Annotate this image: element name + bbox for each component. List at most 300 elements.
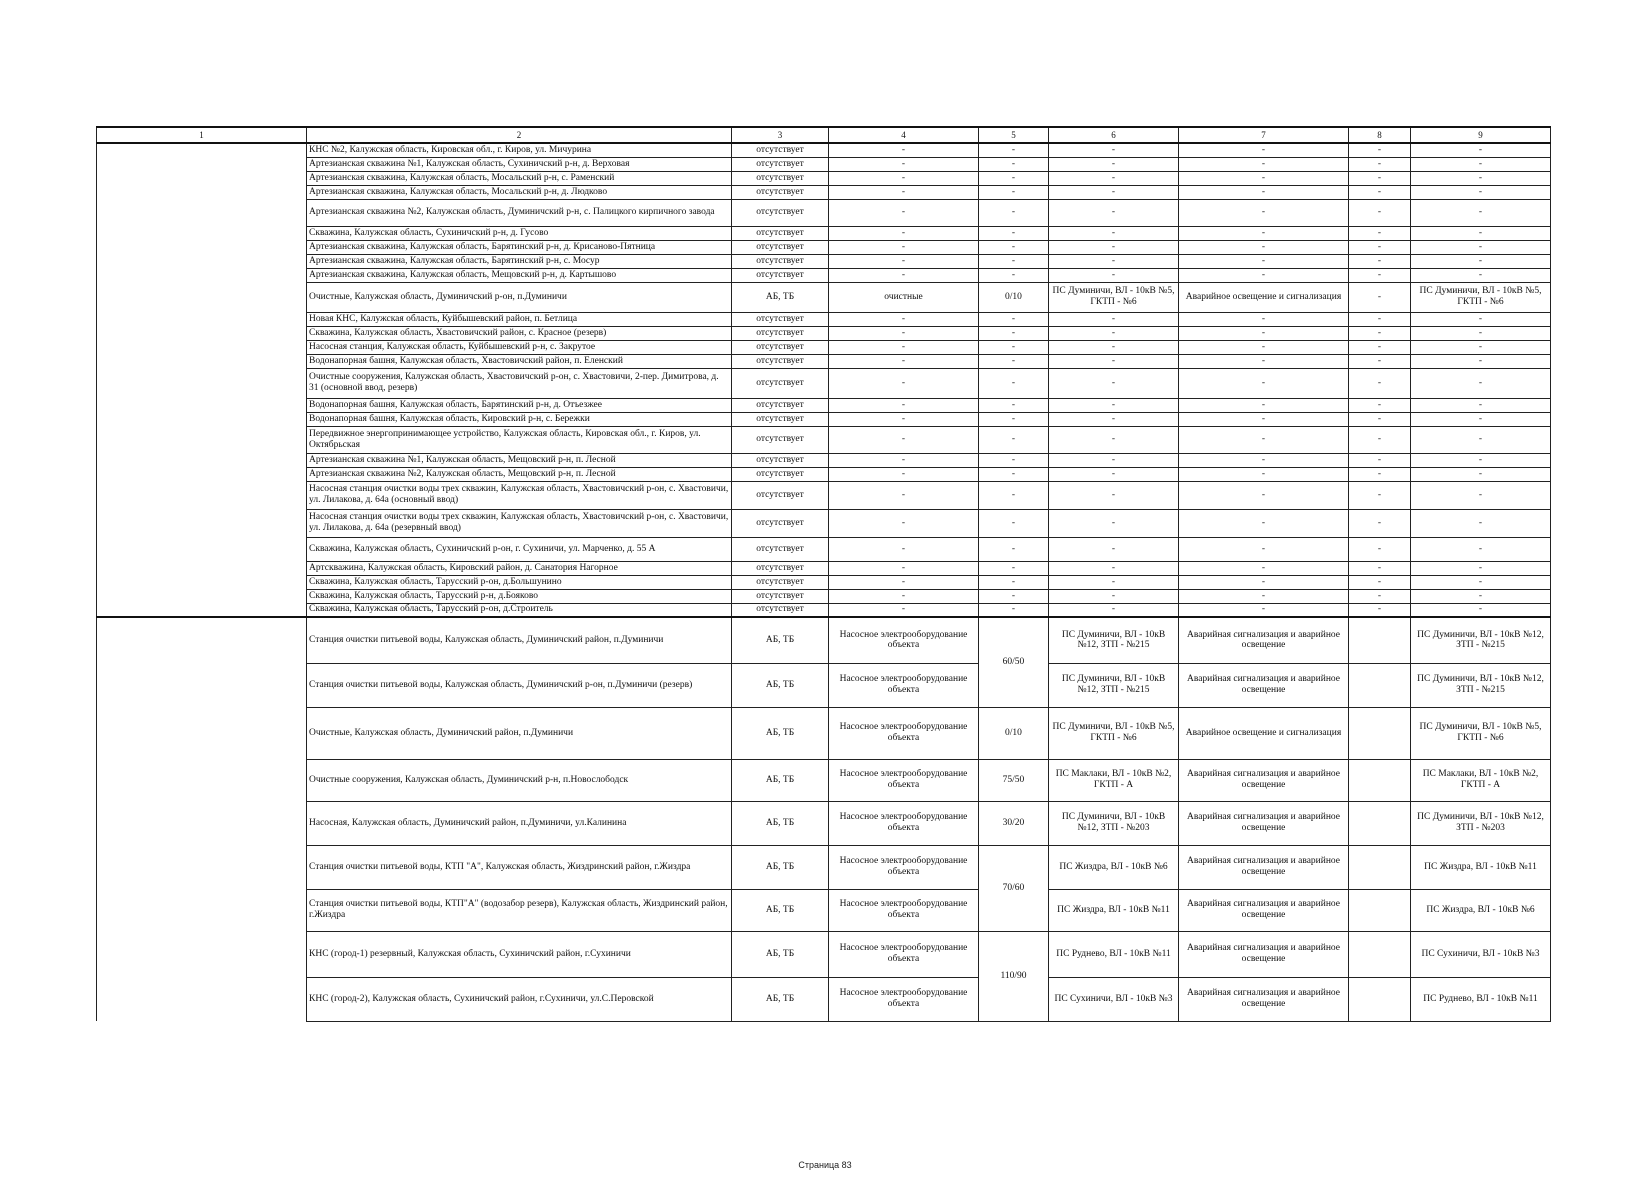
supply-source: -	[1049, 589, 1179, 603]
emergency-load: -	[1179, 398, 1349, 412]
reserve-source: отсутствует	[732, 326, 829, 340]
equipment: Насосное электрооборудование объекта	[829, 845, 979, 889]
supply-source: -	[1049, 143, 1179, 157]
supply-source: -	[1049, 426, 1179, 453]
equipment: -	[829, 254, 979, 268]
emergency-load: Аварийная сигнализация и аварийное освещение	[1179, 977, 1349, 1021]
equipment: -	[829, 312, 979, 326]
column-8-value	[1349, 759, 1411, 801]
table-row	[97, 537, 1551, 561]
power-value: -	[979, 537, 1049, 561]
emergency-load: -	[1179, 340, 1349, 354]
emergency-load: Аварийная сигнализация и аварийное освещение	[1179, 617, 1349, 663]
object-name: Артезианская скважина №1, Калужская область, Мещовский р-н, п. Лесной	[307, 453, 732, 467]
reserve-source: АБ, ТБ	[732, 931, 829, 977]
power-value: -	[979, 226, 1049, 240]
equipment: -	[829, 412, 979, 426]
backup-supply: -	[1411, 226, 1551, 240]
table-row	[97, 254, 1551, 268]
power-value: 60/50	[979, 617, 1049, 707]
reserve-source: АБ, ТБ	[732, 845, 829, 889]
power-value: -	[979, 326, 1049, 340]
column-header: 4	[829, 127, 979, 143]
reserve-source: отсутствует	[732, 268, 829, 282]
supply-source: -	[1049, 340, 1179, 354]
power-value: -	[979, 240, 1049, 254]
object-name: Насосная, Калужская область, Думиничский район, п.Думиничи, ул.Калинина	[307, 801, 732, 845]
column-8-value: -	[1349, 268, 1411, 282]
supply-source: ПС Жиздра, ВЛ - 10кВ №6	[1049, 845, 1179, 889]
table-row	[97, 931, 1551, 977]
reserve-source: АБ, ТБ	[732, 663, 829, 707]
table-row	[97, 575, 1551, 589]
table-row	[97, 312, 1551, 326]
object-name: Артезианская скважина, Калужская область, Барятинский р-н, с. Мосур	[307, 254, 732, 268]
object-name: Очистные сооружения, Калужская область, Думиничский р-н, п.Новослободск	[307, 759, 732, 801]
column-8-value	[1349, 663, 1411, 707]
power-value: -	[979, 354, 1049, 368]
column-8-value: -	[1349, 537, 1411, 561]
backup-supply: -	[1411, 143, 1551, 157]
reserve-source: отсутствует	[732, 340, 829, 354]
table-row	[97, 481, 1551, 509]
supply-source: ПС Думиничи, ВЛ - 10кВ №12, ЗТП - №215	[1049, 663, 1179, 707]
equipment: -	[829, 603, 979, 617]
power-value: 75/50	[979, 759, 1049, 801]
column-8-value: -	[1349, 226, 1411, 240]
object-name: Очистные, Калужская область, Думиничский район, п.Думиничи	[307, 707, 732, 759]
power-value: -	[979, 509, 1049, 537]
reserve-source: АБ, ТБ	[732, 617, 829, 663]
table-row	[97, 240, 1551, 254]
table-row	[97, 617, 1551, 663]
equipment: -	[829, 226, 979, 240]
object-name: Станция очистки питьевой воды, КТП"А" (водозабор резерв), Калужская область, Жиздринский район, г.Жиздра	[307, 889, 732, 931]
equipment: -	[829, 199, 979, 226]
table-row	[97, 603, 1551, 617]
emergency-load: Аварийное освещение и сигнализация	[1179, 707, 1349, 759]
backup-supply: -	[1411, 185, 1551, 199]
reserve-source: отсутствует	[732, 426, 829, 453]
backup-supply: -	[1411, 398, 1551, 412]
column-8-value: -	[1349, 143, 1411, 157]
supply-source: -	[1049, 575, 1179, 589]
supply-source: -	[1049, 268, 1179, 282]
backup-supply: -	[1411, 481, 1551, 509]
emergency-load: -	[1179, 426, 1349, 453]
supply-source: -	[1049, 412, 1179, 426]
object-name: Водонапорная башня, Калужская область, Барятинский р-н, д. Отъезжее	[307, 398, 732, 412]
column-8-value: -	[1349, 354, 1411, 368]
object-name: Артезианская скважина, Калужская область, Мосальский р-н, д. Людково	[307, 185, 732, 199]
supply-source: -	[1049, 226, 1179, 240]
column-8-value: -	[1349, 398, 1411, 412]
reserve-source: отсутствует	[732, 509, 829, 537]
supply-source: -	[1049, 354, 1179, 368]
group-cell	[97, 617, 307, 1021]
emergency-load: -	[1179, 240, 1349, 254]
backup-supply: ПС Маклаки, ВЛ - 10кВ №2, ГКТП - А	[1411, 759, 1551, 801]
power-value: -	[979, 157, 1049, 171]
emergency-load: Аварийное освещение и сигнализация	[1179, 282, 1349, 312]
backup-supply: ПС Думиничи, ВЛ - 10кВ №12, ЗТП - №215	[1411, 617, 1551, 663]
equipment: -	[829, 240, 979, 254]
emergency-load: -	[1179, 481, 1349, 509]
column-header: 1	[97, 127, 307, 143]
object-name: Артезианская скважина №1, Калужская область, Сухиничский р-н, д. Верховая	[307, 157, 732, 171]
power-value: -	[979, 412, 1049, 426]
object-name: Артезианская скважина, Калужская область, Мещовский р-н, д. Картышово	[307, 268, 732, 282]
emergency-load: -	[1179, 368, 1349, 398]
table-row	[97, 426, 1551, 453]
emergency-load: Аварийная сигнализация и аварийное освещение	[1179, 759, 1349, 801]
backup-supply: ПС Думиничи, ВЛ - 10кВ №5, ГКТП - №6	[1411, 707, 1551, 759]
column-header: 7	[1179, 127, 1349, 143]
backup-supply: ПС Думиничи, ВЛ - 10кВ №5, ГКТП - №6	[1411, 282, 1551, 312]
table-row	[97, 157, 1551, 171]
column-header: 9	[1411, 127, 1551, 143]
equipment: -	[829, 354, 979, 368]
backup-supply: -	[1411, 467, 1551, 481]
supply-source: -	[1049, 312, 1179, 326]
column-8-value: -	[1349, 326, 1411, 340]
equipment: -	[829, 157, 979, 171]
reserve-source: АБ, ТБ	[732, 977, 829, 1021]
emergency-load: -	[1179, 575, 1349, 589]
power-value: -	[979, 199, 1049, 226]
equipment: -	[829, 143, 979, 157]
equipment: Насосное электрооборудование объекта	[829, 663, 979, 707]
object-name: Скважина, Калужская область, Тарусский р-он, д.Большунино	[307, 575, 732, 589]
reserve-source: отсутствует	[732, 171, 829, 185]
reserve-source: АБ, ТБ	[732, 707, 829, 759]
backup-supply: -	[1411, 340, 1551, 354]
supply-source: ПС Маклаки, ВЛ - 10кВ №2, ГКТП - А	[1049, 759, 1179, 801]
supply-source: ПС Сухиничи, ВЛ - 10кВ №3	[1049, 977, 1179, 1021]
emergency-load: -	[1179, 561, 1349, 575]
emergency-load: Аварийная сигнализация и аварийное освещение	[1179, 931, 1349, 977]
emergency-load: -	[1179, 268, 1349, 282]
backup-supply: -	[1411, 254, 1551, 268]
emergency-load: -	[1179, 226, 1349, 240]
reserve-source: отсутствует	[732, 467, 829, 481]
table-row	[97, 171, 1551, 185]
table-row	[97, 663, 1551, 707]
object-name: Водонапорная башня, Калужская область, Кировский р-н, с. Бережки	[307, 412, 732, 426]
equipment: -	[829, 589, 979, 603]
equipment: Насосное электрооборудование объекта	[829, 889, 979, 931]
object-name: Новая КНС, Калужская область, Куйбышевский район, п. Бетлица	[307, 312, 732, 326]
column-8-value	[1349, 889, 1411, 931]
object-name: Скважина, Калужская область, Тарусский р-н, д.Бояково	[307, 589, 732, 603]
table-row	[97, 398, 1551, 412]
equipment: Насосное электрооборудование объекта	[829, 617, 979, 663]
power-value: -	[979, 398, 1049, 412]
reserve-source: отсутствует	[732, 354, 829, 368]
reserve-source: АБ, ТБ	[732, 282, 829, 312]
emergency-load: -	[1179, 453, 1349, 467]
emergency-load: Аварийная сигнализация и аварийное освещение	[1179, 845, 1349, 889]
object-name: Скважина, Калужская область, Сухиничский р-он, г. Сухиничи, ул. Марченко, д. 55 А	[307, 537, 732, 561]
column-8-value	[1349, 617, 1411, 663]
emergency-load: -	[1179, 412, 1349, 426]
object-name: Станция очистки питьевой воды, КТП "А", Калужская область, Жиздринский район, г.Жиздра	[307, 845, 732, 889]
group-cell	[97, 143, 307, 617]
column-header: 6	[1049, 127, 1179, 143]
column-8-value: -	[1349, 453, 1411, 467]
equipment: -	[829, 326, 979, 340]
equipment: Насосное электрооборудование объекта	[829, 977, 979, 1021]
backup-supply: -	[1411, 240, 1551, 254]
power-value: -	[979, 589, 1049, 603]
reserve-source: отсутствует	[732, 398, 829, 412]
column-8-value	[1349, 977, 1411, 1021]
emergency-load: -	[1179, 326, 1349, 340]
backup-supply: ПС Руднево, ВЛ - 10кВ №11	[1411, 977, 1551, 1021]
emergency-load: Аварийная сигнализация и аварийное освещение	[1179, 801, 1349, 845]
backup-supply: -	[1411, 157, 1551, 171]
column-8-value: -	[1349, 509, 1411, 537]
object-name: Скважина, Калужская область, Сухиничский р-н, д. Гусово	[307, 226, 732, 240]
column-8-value: -	[1349, 412, 1411, 426]
reserve-source: отсутствует	[732, 199, 829, 226]
backup-supply: -	[1411, 412, 1551, 426]
backup-supply: -	[1411, 171, 1551, 185]
emergency-load: -	[1179, 509, 1349, 537]
emergency-load: Аварийная сигнализация и аварийное освещение	[1179, 889, 1349, 931]
object-name: Артскважина, Калужская область, Кировский район, д. Санатория Нагорное	[307, 561, 732, 575]
backup-supply: -	[1411, 453, 1551, 467]
backup-supply: -	[1411, 509, 1551, 537]
column-header: 8	[1349, 127, 1411, 143]
supply-source: ПС Руднево, ВЛ - 10кВ №11	[1049, 931, 1179, 977]
table-row	[97, 589, 1551, 603]
reserve-source: АБ, ТБ	[732, 889, 829, 931]
power-value: 70/60	[979, 845, 1049, 931]
backup-supply: ПС Жиздра, ВЛ - 10кВ №6	[1411, 889, 1551, 931]
power-value: -	[979, 481, 1049, 509]
object-name: Насосная станция очистки воды трех скважин, Калужская область, Хвастовичский р-он, с. Хвастовичи, ул. Лилакова, д. 64а (основный ввод)	[307, 481, 732, 509]
supply-source: -	[1049, 481, 1179, 509]
reserve-source: отсутствует	[732, 575, 829, 589]
data-table	[96, 126, 1551, 1022]
column-8-value	[1349, 801, 1411, 845]
object-name: Очистные сооружения, Калужская область, Хвастовичский р-он, с. Хвастовичи, 2-пер. Димитрова, д. 31 (основной ввод, резерв)	[307, 368, 732, 398]
power-value: -	[979, 426, 1049, 453]
backup-supply: -	[1411, 326, 1551, 340]
object-name: Артезианская скважина, Калужская область, Мосальский р-н, с. Раменский	[307, 171, 732, 185]
reserve-source: отсутствует	[732, 312, 829, 326]
object-name: КНС (город-1) резервный, Калужская область, Сухиничский район, г.Сухиничи	[307, 931, 732, 977]
object-name: Скважина, Калужская область, Тарусский р-он, д.Строитель	[307, 603, 732, 617]
equipment: Насосное электрооборудование объекта	[829, 759, 979, 801]
power-value: 0/10	[979, 707, 1049, 759]
table-row	[97, 354, 1551, 368]
supply-source: ПС Жиздра, ВЛ - 10кВ №11	[1049, 889, 1179, 931]
power-value: -	[979, 143, 1049, 157]
emergency-load: -	[1179, 157, 1349, 171]
emergency-load: -	[1179, 603, 1349, 617]
reserve-source: отсутствует	[732, 254, 829, 268]
object-name: Артезианская скважина №2, Калужская область, Мещовский р-н, п. Лесной	[307, 467, 732, 481]
supply-source: -	[1049, 254, 1179, 268]
power-value: 30/20	[979, 801, 1049, 845]
table-row	[97, 340, 1551, 354]
power-value: -	[979, 368, 1049, 398]
object-name: КНС №2, Калужская область, Кировская обл., г. Киров, ул. Мичурина	[307, 143, 732, 157]
table-row	[97, 977, 1551, 1021]
column-8-value: -	[1349, 481, 1411, 509]
column-8-value: -	[1349, 157, 1411, 171]
object-name: Станция очистки питьевой воды, Калужская область, Думиничский район, п.Думиничи	[307, 617, 732, 663]
emergency-load: -	[1179, 143, 1349, 157]
power-value: -	[979, 575, 1049, 589]
power-value: -	[979, 185, 1049, 199]
table-row	[97, 282, 1551, 312]
backup-supply: -	[1411, 268, 1551, 282]
reserve-source: отсутствует	[732, 603, 829, 617]
supply-source: -	[1049, 185, 1179, 199]
equipment: Насосное электрооборудование объекта	[829, 931, 979, 977]
table-row	[97, 185, 1551, 199]
backup-supply: -	[1411, 199, 1551, 226]
supply-source: -	[1049, 157, 1179, 171]
column-8-value: -	[1349, 340, 1411, 354]
supply-source: -	[1049, 171, 1179, 185]
reserve-source: отсутствует	[732, 453, 829, 467]
supply-source: -	[1049, 561, 1179, 575]
reserve-source: отсутствует	[732, 143, 829, 157]
power-value: -	[979, 603, 1049, 617]
table-row	[97, 801, 1551, 845]
reserve-source: отсутствует	[732, 537, 829, 561]
column-8-value: -	[1349, 185, 1411, 199]
reserve-source: АБ, ТБ	[732, 759, 829, 801]
column-8-value: -	[1349, 589, 1411, 603]
object-name: Скважина, Калужская область, Хвастовичский район, с. Красное (резерв)	[307, 326, 732, 340]
equipment: -	[829, 171, 979, 185]
reserve-source: отсутствует	[732, 412, 829, 426]
backup-supply: -	[1411, 354, 1551, 368]
emergency-load: -	[1179, 171, 1349, 185]
power-value: 0/10	[979, 282, 1049, 312]
equipment: -	[829, 453, 979, 467]
column-8-value: -	[1349, 575, 1411, 589]
emergency-load: -	[1179, 354, 1349, 368]
table-row	[97, 453, 1551, 467]
equipment: -	[829, 509, 979, 537]
backup-supply: ПС Жиздра, ВЛ - 10кВ №11	[1411, 845, 1551, 889]
supply-source: ПС Думиничи, ВЛ - 10кВ №5, ГКТП - №6	[1049, 707, 1179, 759]
backup-supply: -	[1411, 312, 1551, 326]
reserve-source: отсутствует	[732, 589, 829, 603]
column-8-value	[1349, 931, 1411, 977]
object-name: КНС (город-2), Калужская область, Сухиничский район, г.Сухиничи, ул.С.Перовской	[307, 977, 732, 1021]
emergency-load: -	[1179, 185, 1349, 199]
column-8-value	[1349, 845, 1411, 889]
table-row	[97, 412, 1551, 426]
equipment: -	[829, 561, 979, 575]
backup-supply: -	[1411, 368, 1551, 398]
object-name: Водонапорная башня, Калужская область, Хвастовичский район, п. Еленский	[307, 354, 732, 368]
power-value: -	[979, 467, 1049, 481]
table-row	[97, 467, 1551, 481]
equipment: -	[829, 185, 979, 199]
emergency-load: -	[1179, 467, 1349, 481]
reserve-source: отсутствует	[732, 481, 829, 509]
equipment: -	[829, 368, 979, 398]
equipment: -	[829, 467, 979, 481]
backup-supply: -	[1411, 575, 1551, 589]
column-8-value: -	[1349, 603, 1411, 617]
page-number: Страница 83	[798, 1160, 852, 1170]
power-value: -	[979, 171, 1049, 185]
column-8-value: -	[1349, 282, 1411, 312]
table-row	[97, 759, 1551, 801]
column-header: 3	[732, 127, 829, 143]
supply-source: -	[1049, 467, 1179, 481]
emergency-load: Аварийная сигнализация и аварийное освещение	[1179, 663, 1349, 707]
supply-source: -	[1049, 398, 1179, 412]
supply-source: -	[1049, 603, 1179, 617]
column-8-value: -	[1349, 240, 1411, 254]
power-value: -	[979, 340, 1049, 354]
reserve-source: отсутствует	[732, 240, 829, 254]
object-name: Артезианская скважина, Калужская область, Барятинский р-н, д. Крисаново-Пятница	[307, 240, 732, 254]
supply-source: ПС Думиничи, ВЛ - 10кВ №12, ЗТП - №203	[1049, 801, 1179, 845]
reserve-source: отсутствует	[732, 157, 829, 171]
reserve-source: отсутствует	[732, 368, 829, 398]
equipment: Насосное электрооборудование объекта	[829, 707, 979, 759]
table-row	[97, 326, 1551, 340]
object-name: Станция очистки питьевой воды, Калужская область, Думиничский р-он, п.Думиничи (резерв)	[307, 663, 732, 707]
table-row	[97, 199, 1551, 226]
reserve-source: отсутствует	[732, 185, 829, 199]
emergency-load: -	[1179, 199, 1349, 226]
table-row	[97, 509, 1551, 537]
backup-supply: ПС Сухиничи, ВЛ - 10кВ №3	[1411, 931, 1551, 977]
backup-supply: -	[1411, 589, 1551, 603]
reserve-source: отсутствует	[732, 561, 829, 575]
column-8-value: -	[1349, 312, 1411, 326]
object-name: Передвижное энергопринимающее устройство, Калужская область, Кировская обл., г. Киров, ул. Октябрьская	[307, 426, 732, 453]
supply-source: -	[1049, 537, 1179, 561]
emergency-load: -	[1179, 312, 1349, 326]
equipment: -	[829, 481, 979, 509]
equipment: очистные	[829, 282, 979, 312]
backup-supply: -	[1411, 537, 1551, 561]
supply-source: ПС Думиничи, ВЛ - 10кВ №12, ЗТП - №215	[1049, 617, 1179, 663]
supply-source: ПС Думиничи, ВЛ - 10кВ №5, ГКТП - №6	[1049, 282, 1179, 312]
column-header: 2	[307, 127, 732, 143]
column-8-value: -	[1349, 426, 1411, 453]
table-row	[97, 143, 1551, 157]
supply-source: -	[1049, 326, 1179, 340]
backup-supply: ПС Думиничи, ВЛ - 10кВ №12, ЗТП - №203	[1411, 801, 1551, 845]
table-row	[97, 561, 1551, 575]
table-row	[97, 268, 1551, 282]
object-name: Артезианская скважина №2, Калужская область, Думиничский р-н, с. Палицкого кирпичного завода	[307, 199, 732, 226]
table-row	[97, 889, 1551, 931]
column-8-value: -	[1349, 199, 1411, 226]
equipment: Насосное электрооборудование объекта	[829, 801, 979, 845]
supply-source: -	[1049, 453, 1179, 467]
object-name: Очистные, Калужская область, Думиничский р-он, п.Думиничи	[307, 282, 732, 312]
column-number-row	[97, 127, 1551, 143]
backup-supply: -	[1411, 426, 1551, 453]
object-name: Насосная станция, Калужская область, Куйбышевский р-н, с. Закрутое	[307, 340, 732, 354]
column-header: 5	[979, 127, 1049, 143]
